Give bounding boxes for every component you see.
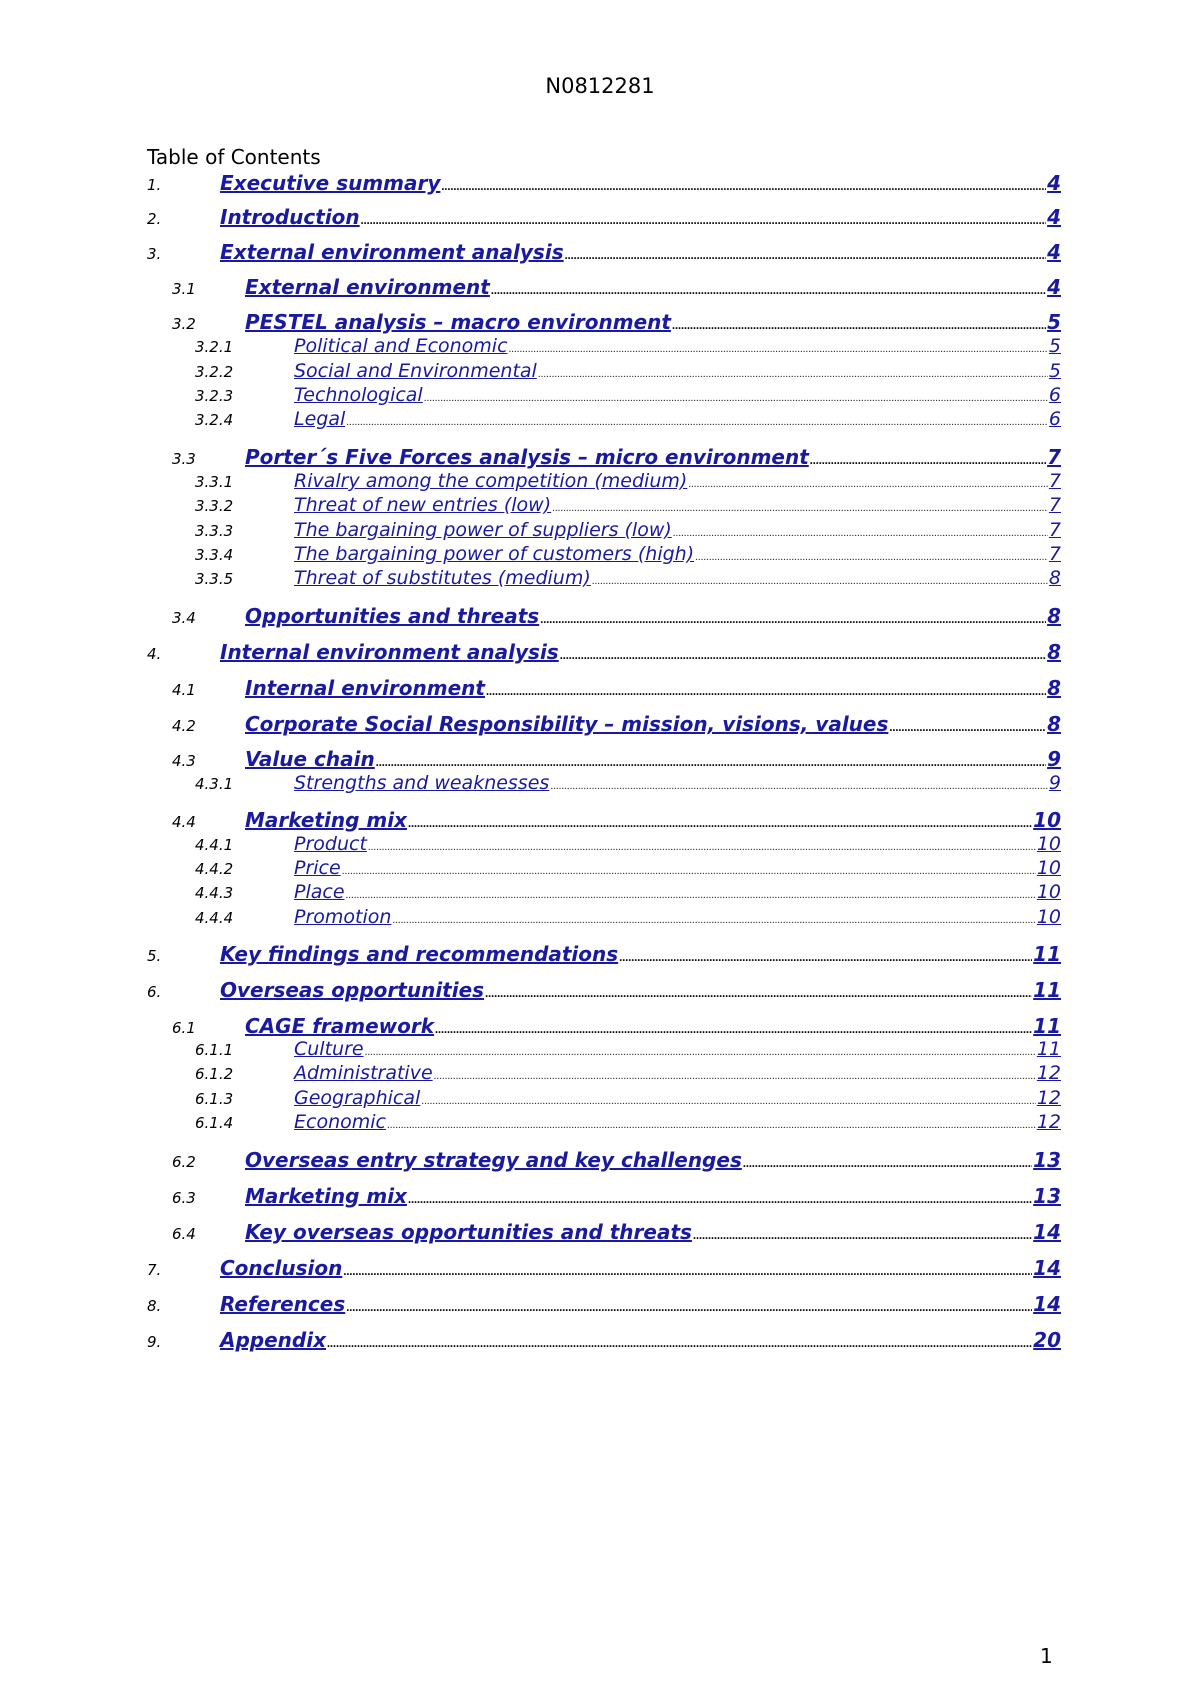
toc-entry-link[interactable]: Introduction xyxy=(220,205,360,229)
toc-entry-number: 6.1.2 xyxy=(195,1065,234,1083)
toc-entry-link[interactable]: CAGE framework xyxy=(245,1014,435,1038)
toc-entry-link[interactable]: Internal environment xyxy=(245,676,485,700)
toc-page-link[interactable]: 4 xyxy=(1047,275,1061,299)
toc-dot-leader xyxy=(346,416,1048,428)
toc-entry-link[interactable]: Legal xyxy=(294,408,346,430)
toc-entry-link[interactable]: Appendix xyxy=(220,1328,326,1352)
toc-entry[interactable] xyxy=(147,519,1061,541)
toc-dot-leader xyxy=(346,889,1036,901)
toc-page-link[interactable]: 8 xyxy=(1047,604,1061,628)
toc-page-link[interactable]: 6 xyxy=(1048,384,1061,406)
toc-dot-leader xyxy=(485,986,1032,1001)
toc-entry[interactable] xyxy=(147,384,1061,406)
toc-page-link[interactable]: 8 xyxy=(1047,712,1061,736)
toc-page-link[interactable]: 12 xyxy=(1036,1111,1061,1133)
toc-page-link[interactable]: 10 xyxy=(1033,808,1061,832)
toc-entry-link[interactable]: Internal environment analysis xyxy=(220,640,559,664)
toc-entry-link[interactable]: External environment analysis xyxy=(220,240,564,264)
document-header-id: N0812281 xyxy=(545,74,655,98)
toc-entry-number: 3.2.1 xyxy=(195,338,234,356)
toc-entry[interactable] xyxy=(147,676,1061,700)
toc-entry-link[interactable]: Marketing mix xyxy=(245,808,407,832)
toc-entry[interactable] xyxy=(147,1014,1061,1038)
toc-entry-link[interactable]: Key overseas opportunities and threats xyxy=(245,1220,692,1244)
toc-entry-link[interactable]: Opportunities and threats xyxy=(245,604,540,628)
toc-entry-link[interactable]: Place xyxy=(294,881,345,903)
toc-entry-link[interactable]: Overseas entry strategy and key challenges xyxy=(245,1148,742,1172)
toc-entry-number: 3.3.2 xyxy=(195,497,234,515)
toc-page-link[interactable]: 11 xyxy=(1033,942,1061,966)
toc-entry-link[interactable]: Porter´s Five Forces analysis – micro environment xyxy=(245,445,809,469)
toc-dot-leader xyxy=(368,841,1036,853)
toc-entry[interactable] xyxy=(147,275,1061,299)
toc-entry-number: 1. xyxy=(147,176,162,194)
toc-page-link[interactable]: 10 xyxy=(1036,857,1061,879)
toc-dot-leader xyxy=(688,478,1048,490)
toc-dot-leader xyxy=(509,343,1048,355)
toc-entry-number: 3.4 xyxy=(172,609,196,627)
toc-entry-number: 4.4.2 xyxy=(195,860,234,878)
toc-page-link[interactable]: 12 xyxy=(1036,1087,1061,1109)
toc-page-link[interactable]: 5 xyxy=(1048,335,1061,357)
toc-dot-leader xyxy=(552,502,1048,514)
toc-page-link[interactable]: 11 xyxy=(1033,1014,1061,1038)
toc-entry-number: 4. xyxy=(147,645,162,663)
toc-entry-link[interactable]: Political and Economic xyxy=(294,335,508,357)
toc-entry[interactable] xyxy=(147,494,1061,516)
toc-entry-link[interactable]: Technological xyxy=(294,384,423,406)
toc-entry[interactable] xyxy=(147,1087,1061,1109)
toc-entry-link[interactable]: The bargaining power of customers (high) xyxy=(294,543,695,565)
toc-entry-link[interactable]: Key findings and recommendations xyxy=(220,942,619,966)
toc-entry-link[interactable]: Overseas opportunities xyxy=(220,978,485,1002)
toc-page-link[interactable]: 7 xyxy=(1048,494,1061,516)
toc-entry[interactable] xyxy=(147,310,1061,334)
toc-entry-number: 6.1.1 xyxy=(195,1041,234,1059)
toc-page-link[interactable]: 10 xyxy=(1036,833,1061,855)
toc-entry-link[interactable]: Culture xyxy=(294,1038,364,1060)
toc-page-link[interactable]: 7 xyxy=(1048,519,1061,541)
toc-entry[interactable] xyxy=(147,1062,1061,1084)
toc-entry[interactable] xyxy=(147,1111,1061,1133)
toc-entry-number: 7. xyxy=(147,1261,162,1279)
toc-entry-number: 4.4.3 xyxy=(195,884,234,902)
toc-page-link[interactable]: 10 xyxy=(1036,881,1061,903)
toc-entry[interactable] xyxy=(147,1220,1061,1244)
toc-entry[interactable] xyxy=(147,772,1061,794)
toc-entry-number: 6.1.4 xyxy=(195,1114,234,1132)
toc-entry[interactable] xyxy=(147,567,1061,589)
toc-dot-leader xyxy=(540,612,1046,627)
toc-entry-link[interactable]: Marketing mix xyxy=(245,1184,407,1208)
toc-entry[interactable] xyxy=(147,1148,1061,1172)
toc-entry[interactable] xyxy=(147,942,1061,966)
toc-entry-number: 3.3 xyxy=(172,450,196,468)
toc-entry[interactable] xyxy=(147,335,1061,357)
toc-entry[interactable] xyxy=(147,747,1061,771)
toc-entry[interactable] xyxy=(147,857,1061,879)
toc-page-link[interactable]: 6 xyxy=(1048,408,1061,430)
toc-dot-leader xyxy=(672,318,1046,333)
toc-dot-leader xyxy=(342,865,1036,877)
toc-page-link[interactable]: 11 xyxy=(1033,978,1061,1002)
toc-entry[interactable] xyxy=(147,1256,1061,1280)
toc-dot-leader xyxy=(365,1046,1036,1058)
toc-entry-number: 6.1.3 xyxy=(195,1090,234,1108)
toc-dot-leader xyxy=(392,914,1035,926)
toc-page-link[interactable]: 4 xyxy=(1047,171,1061,195)
toc-entry[interactable] xyxy=(147,240,1061,264)
toc-page-link[interactable]: 4 xyxy=(1047,240,1061,264)
toc-dot-leader xyxy=(491,283,1046,298)
toc-dot-leader xyxy=(560,648,1046,663)
toc-entry-number: 6.2 xyxy=(172,1153,196,1171)
toc-entry[interactable] xyxy=(147,445,1061,469)
toc-page-link[interactable]: 9 xyxy=(1048,772,1061,794)
toc-entry[interactable] xyxy=(147,1328,1061,1352)
toc-dot-leader xyxy=(361,213,1046,228)
toc-page-link[interactable]: 20 xyxy=(1033,1328,1061,1352)
toc-dot-leader xyxy=(565,248,1046,263)
toc-dot-leader xyxy=(550,780,1048,792)
toc-entry[interactable] xyxy=(147,1184,1061,1208)
toc-dot-leader xyxy=(346,1300,1032,1315)
toc-entry[interactable] xyxy=(147,1038,1061,1060)
toc-dot-leader xyxy=(435,1022,1032,1037)
toc-entry-number: 5. xyxy=(147,947,162,965)
toc-entry-number: 3.3.3 xyxy=(195,522,234,540)
toc-page-link[interactable]: 14 xyxy=(1033,1220,1061,1244)
toc-entry-number: 4.3 xyxy=(172,752,196,770)
toc-entry-number: 4.4.4 xyxy=(195,909,234,927)
toc-entry-link[interactable]: Value chain xyxy=(245,747,375,771)
toc-page-link[interactable]: 8 xyxy=(1047,676,1061,700)
toc-entry[interactable] xyxy=(147,906,1061,928)
toc-entry-link[interactable]: Executive summary xyxy=(220,171,441,195)
toc-page-link[interactable]: 7 xyxy=(1048,543,1061,565)
toc-entry-number: 8. xyxy=(147,1297,162,1315)
toc-dot-leader xyxy=(743,1156,1032,1171)
toc-dot-leader xyxy=(376,755,1046,770)
toc-entry-link[interactable]: Rivalry among the competition (medium) xyxy=(294,470,688,492)
toc-dot-leader xyxy=(592,575,1048,587)
toc-entry[interactable] xyxy=(147,808,1061,832)
toc-entry-number: 4.1 xyxy=(172,681,196,699)
toc-entry[interactable] xyxy=(147,604,1061,628)
toc-entry-link[interactable]: Economic xyxy=(294,1111,386,1133)
toc-entry-link[interactable]: Conclusion xyxy=(220,1256,343,1280)
toc-dot-leader xyxy=(434,1070,1036,1082)
toc-entry-link[interactable]: Threat of substitutes (medium) xyxy=(294,567,591,589)
toc-entry-number: 9. xyxy=(147,1333,162,1351)
toc-entry-link[interactable]: The bargaining power of suppliers (low) xyxy=(294,519,672,541)
toc-entry-number: 4.3.1 xyxy=(195,775,234,793)
toc-entry[interactable] xyxy=(147,408,1061,430)
toc-dot-leader xyxy=(408,1192,1032,1207)
toc-entry[interactable] xyxy=(147,205,1061,229)
toc-dot-leader xyxy=(387,1119,1036,1131)
toc-entry-number: 3.2 xyxy=(172,315,196,333)
toc-entry-number: 4.4 xyxy=(172,813,196,831)
toc-entry-link[interactable]: Social and Environmental xyxy=(294,360,537,382)
toc-entry-link[interactable]: PESTEL analysis – macro environment xyxy=(245,310,671,334)
page-number: 1 xyxy=(1040,1644,1053,1668)
toc-page-link[interactable]: 9 xyxy=(1047,747,1061,771)
toc-dot-leader xyxy=(889,720,1046,735)
toc-dot-leader xyxy=(486,684,1046,699)
toc-entry-number: 3.3.5 xyxy=(195,570,234,588)
toc-entry-number: 3.2.2 xyxy=(195,363,234,381)
toc-page-link[interactable]: 13 xyxy=(1033,1148,1061,1172)
toc-entry-number: 3.2.3 xyxy=(195,387,234,405)
toc-entry[interactable] xyxy=(147,881,1061,903)
toc-dot-leader xyxy=(810,453,1046,468)
toc-page-link[interactable]: 8 xyxy=(1048,567,1061,589)
toc-entry-link[interactable]: Corporate Social Responsibility – mission, visions, values xyxy=(245,712,889,736)
toc-dot-leader xyxy=(421,1095,1036,1107)
toc-entry-link[interactable]: Geographical xyxy=(294,1087,421,1109)
toc-dot-leader xyxy=(441,179,1046,194)
toc-entry-number: 2. xyxy=(147,210,162,228)
toc-entry[interactable] xyxy=(147,360,1061,382)
toc-entry-number: 6.4 xyxy=(172,1225,196,1243)
toc-page-link[interactable]: 10 xyxy=(1036,906,1061,928)
toc-dot-leader xyxy=(408,816,1032,831)
toc-entry-number: 3.2.4 xyxy=(195,411,234,429)
toc-entry-link[interactable]: Administrative xyxy=(294,1062,433,1084)
toc-entry[interactable] xyxy=(147,470,1061,492)
toc-page-link[interactable]: 5 xyxy=(1048,360,1061,382)
toc-dot-leader xyxy=(673,527,1048,539)
toc-page-link[interactable]: 4 xyxy=(1047,205,1061,229)
toc-dot-leader xyxy=(538,368,1048,380)
toc-entry[interactable] xyxy=(147,712,1061,736)
toc-entry-number: 6.3 xyxy=(172,1189,196,1207)
toc-entry-link[interactable]: External environment xyxy=(245,275,490,299)
toc-dot-leader xyxy=(424,392,1048,404)
toc-page-link[interactable]: 5 xyxy=(1047,310,1061,334)
toc-entry[interactable] xyxy=(147,640,1061,664)
toc-entry-number: 4.2 xyxy=(172,717,196,735)
toc-entry[interactable] xyxy=(147,171,1061,195)
toc-entry[interactable] xyxy=(147,833,1061,855)
toc-entry[interactable] xyxy=(147,978,1061,1002)
toc-entry-number: 4.4.1 xyxy=(195,836,234,854)
toc-page-link[interactable]: 14 xyxy=(1033,1292,1061,1316)
toc-dot-leader xyxy=(343,1264,1032,1279)
toc-page-link[interactable]: 8 xyxy=(1047,640,1061,664)
toc-entry[interactable] xyxy=(147,543,1061,565)
toc-dot-leader xyxy=(693,1228,1032,1243)
toc-dot-leader xyxy=(327,1336,1032,1351)
toc-entry-number: 3.3.4 xyxy=(195,546,234,564)
toc-entry-number: 3. xyxy=(147,245,162,263)
toc-entry-link[interactable]: References xyxy=(220,1292,346,1316)
toc-page-link[interactable]: 14 xyxy=(1033,1256,1061,1280)
toc-entry-number: 6.1 xyxy=(172,1019,196,1037)
toc-entry-link[interactable]: Strengths and weaknesses xyxy=(294,772,550,794)
toc-entry-link[interactable]: Product xyxy=(294,833,367,855)
toc-dot-leader xyxy=(695,551,1048,563)
toc-entry-link[interactable]: Threat of new entries (low) xyxy=(294,494,552,516)
toc-page-link[interactable]: 7 xyxy=(1048,470,1061,492)
toc-entry-number: 6. xyxy=(147,983,162,1001)
toc-dot-leader xyxy=(619,950,1032,965)
toc-entry-number: 3.1 xyxy=(172,280,196,298)
toc-entry-link[interactable]: Promotion xyxy=(294,906,392,928)
toc-entry-link[interactable]: Price xyxy=(294,857,341,879)
toc-entry-number: 3.3.1 xyxy=(195,473,234,491)
toc-page-link[interactable]: 12 xyxy=(1036,1062,1061,1084)
toc-heading: Table of Contents xyxy=(147,145,321,169)
toc-page-link[interactable]: 7 xyxy=(1047,445,1061,469)
toc-page-link[interactable]: 13 xyxy=(1033,1184,1061,1208)
toc-page-link[interactable]: 11 xyxy=(1036,1038,1061,1060)
toc-entry[interactable] xyxy=(147,1292,1061,1316)
